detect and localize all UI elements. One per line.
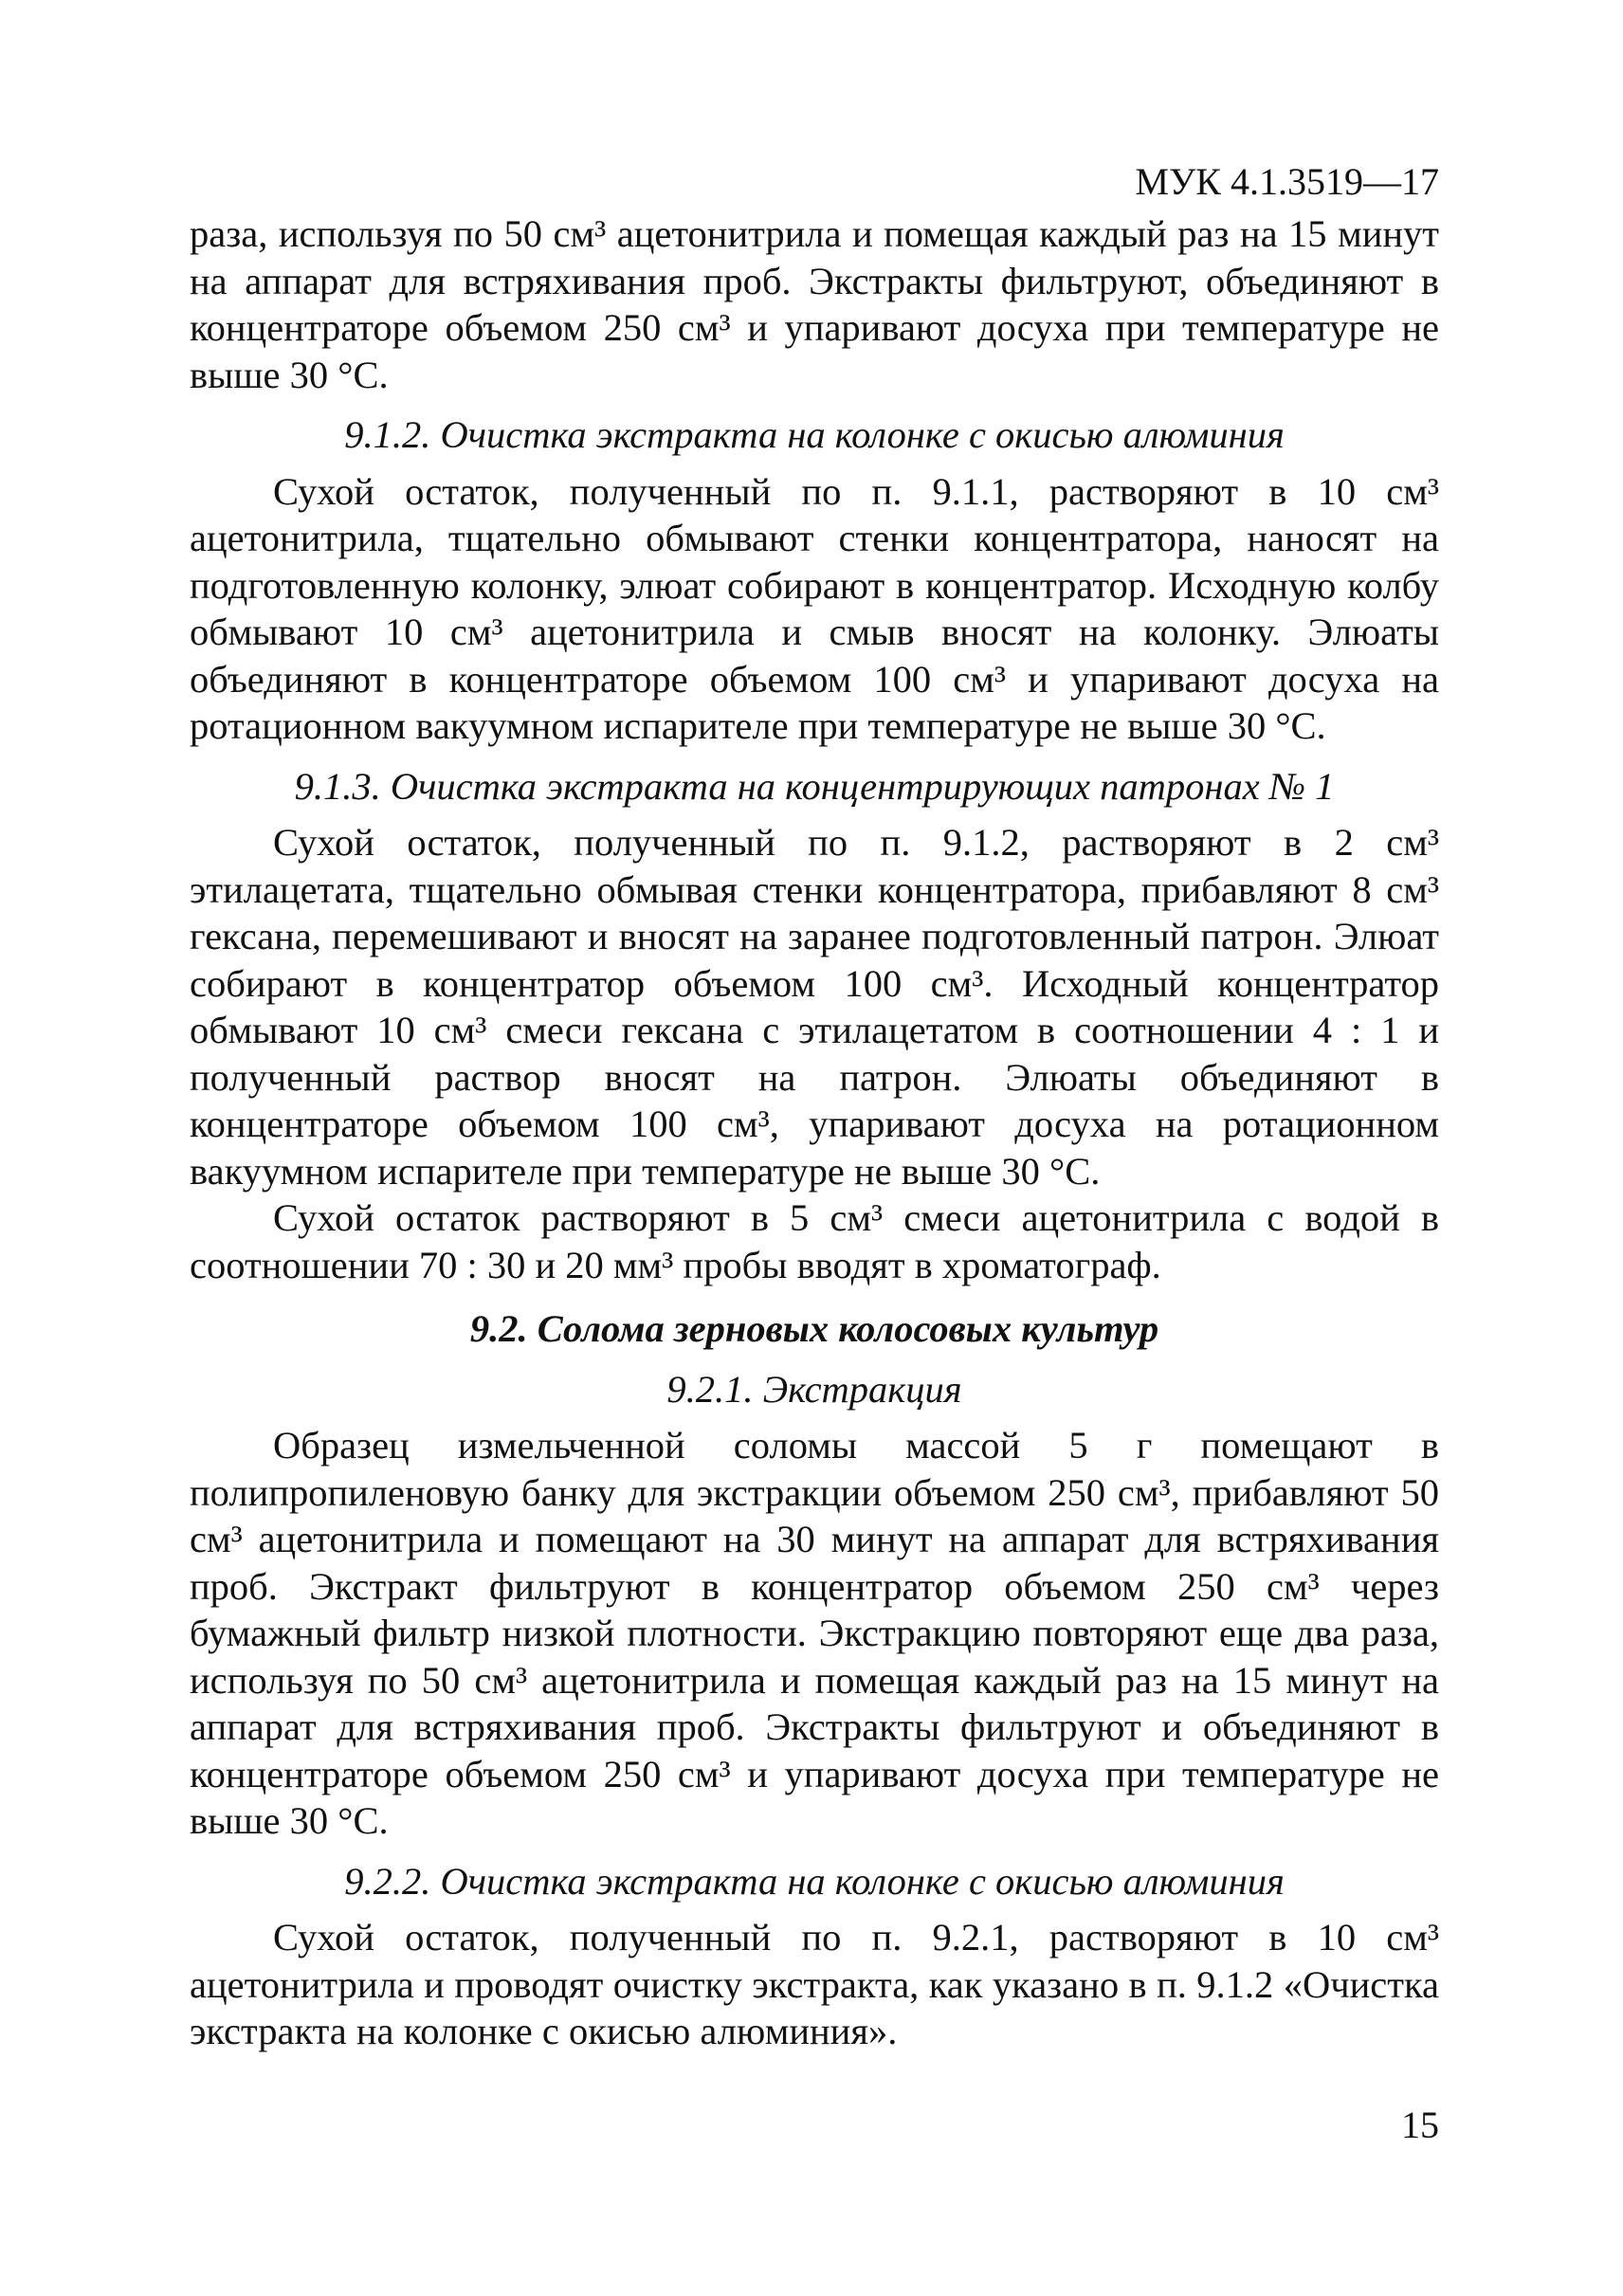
subheading-9-2-2: 9.2.2. Очистка экстракта на колонке с окисью алюминия xyxy=(344,1859,1285,1903)
subheading-9-1-3: 9.1.3. Очистка экстракта на концентрирующих патронах № 1 xyxy=(294,764,1335,808)
subheading-9-2-1: 9.2.1. Экстракция xyxy=(666,1367,962,1411)
page-number: 15 xyxy=(1401,2104,1439,2146)
paragraph-9-1-3-dissolve: Сухой остаток растворяют в 5 см³ смеси ацетонитрила с водой в соотношении 70 : 30 и 20 мм³ пробы вводят в хроматограф. xyxy=(190,1196,1439,1286)
paragraph-9-2-2: Сухой остаток, полученный по п. 9.2.1, растворяют в 10 см³ ацетонитрила и проводят очистку экстракта, как указано в п. 9.1.2 «Очистка экстракта на колонке с окисью алюминия». xyxy=(190,1916,1439,2052)
document-code-header: МУК 4.1.3519—17 xyxy=(1135,160,1439,203)
document-page xyxy=(190,159,1439,2055)
heading-9-2: 9.2. Солома зерновых колосовых культур xyxy=(469,1307,1159,1350)
paragraph-9-1-2: Сухой остаток, полученный по п. 9.1.1, растворяют в 10 см³ ацетонитрила, тщательно обмывают стенки концентратора, наносят на подготовленную колонку, элюат собирают в концентратор. Исходную колбу обмывают 10 см³ ацетонитрила и смыв вносят на колонку. Элюаты объединяют в концентраторе объемом 100 см³ и упаривают досуха на ротационном вакуумном испарителе при температуре не выше 30 °С. xyxy=(190,469,1439,747)
paragraph-extraction-continuation: раза, используя по 50 см³ ацетонитрила и помещая каждый раз на 15 минут на аппарат для встряхивания проб. Экстракты фильтруют, объединяют в концентраторе объемом 250 см³ и упаривают досуха при температуре не выше 30 °С. xyxy=(190,212,1439,396)
subheading-9-1-2: 9.1.2. Очистка экстракта на колонке с окисью алюминия xyxy=(344,413,1285,456)
paragraph-9-1-3: Сухой остаток, полученный по п. 9.1.2, растворяют в 2 см³ этилацетата, тщательно обмывая стенки концентратора, прибавляют 8 см³ гексана, перемешивают и вносят на заранее подготовленный патрон. Элюат собирают в концентратор объемом 100 см³. Исходный концентратор обмывают 10 см³ смеси гексана с этилацетатом в соотношении 4 : 1 и полученный раствор вносят на патрон. Элюаты объединяют в концентраторе объемом 100 см³, упаривают досуха на ротационном вакуумном испарителе при температуре не выше 30 °С. xyxy=(190,821,1439,1193)
paragraph-9-2-1: Образец измельченной соломы массой 5 г помещают в полипропиленовую банку для экстракции объемом 250 см³, прибавляют 50 см³ ацетонитрила и помещают на 30 минут на аппарат для встряхивания проб. Экстракт фильтруют в концентратор объемом 250 см³ через бумажный фильтр низкой плотности. Экстракцию повторяют еще два раза, используя по 50 см³ ацетонитрила и помещая каждый раз на 15 минут на аппарат для встряхивания проб. Экстракты фильтруют и объединяют в концентраторе объемом 250 см³ и упаривают досуха при температуре не выше 30 °С. xyxy=(190,1424,1439,1842)
